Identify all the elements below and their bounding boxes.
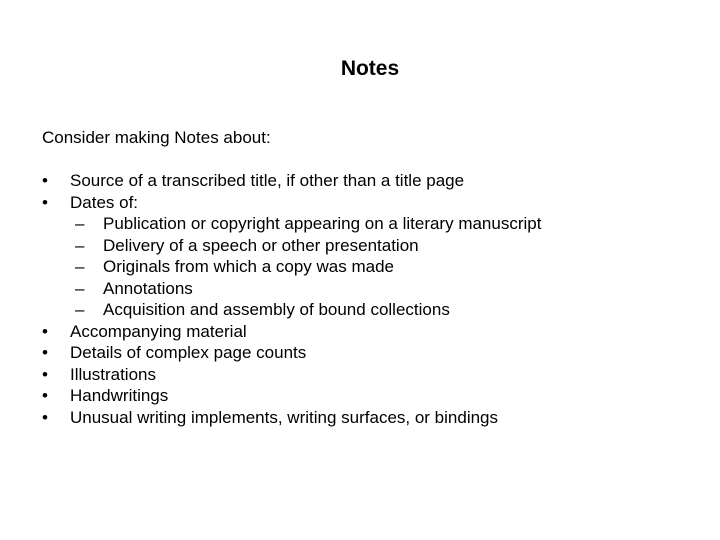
sub-item: [70, 235, 541, 257]
bullet-text: Unusual writing implements, writing surfaces, or bindings: [70, 407, 499, 427]
sub-marker: –: [75, 278, 85, 298]
sub-text: Acquisition and assembly of bound collections: [103, 300, 450, 319]
bullet-item: [42, 321, 541, 343]
bullet-text: Handwritings: [70, 386, 169, 405]
sub-item: [70, 278, 541, 300]
bullet-marker: •: [42, 386, 48, 405]
sub-text: Originals from which a copy was made: [103, 257, 395, 276]
sub-marker: –: [75, 214, 85, 233]
sub-marker: –: [75, 300, 85, 319]
bullet-marker: •: [42, 321, 48, 341]
bullet-item: [42, 364, 541, 386]
bullet-item: [42, 385, 541, 407]
bullet-item: [42, 407, 541, 429]
sub-text: Annotations: [103, 278, 193, 298]
sub-marker: –: [75, 235, 85, 255]
intro-text: Consider making Notes about:: [42, 128, 271, 147]
bullet-text: Details of complex page counts: [70, 343, 307, 362]
slide-title: Notes: [340, 57, 400, 80]
bullet-item: [42, 192, 541, 321]
bullet-marker: •: [42, 343, 48, 362]
slide-title-row: [0, 55, 720, 83]
dates-sub-list: [70, 213, 541, 321]
bullet-text: Source of a transcribed title, if other than a title page: [70, 171, 465, 190]
bullet-text: Dates of:: [70, 192, 139, 212]
bullet-text: Accompanying material: [70, 321, 247, 341]
bullet-marker: •: [42, 364, 48, 384]
bullet-marker: •: [42, 407, 48, 427]
notes-bullet-list: [42, 170, 541, 428]
sub-item: [70, 299, 541, 321]
sub-item: [70, 213, 541, 235]
sub-text: Delivery of a speech or other presentation: [103, 235, 419, 255]
bullet-marker: •: [42, 171, 48, 190]
bullet-text: Illustrations: [70, 364, 156, 384]
bullet-item: [42, 170, 541, 192]
sub-marker: –: [75, 257, 85, 276]
sub-text: Publication or copyright appearing on a literary manuscript: [103, 214, 542, 233]
sub-item: [70, 256, 541, 278]
bullet-item: [42, 342, 541, 364]
bullet-marker: •: [42, 192, 48, 212]
